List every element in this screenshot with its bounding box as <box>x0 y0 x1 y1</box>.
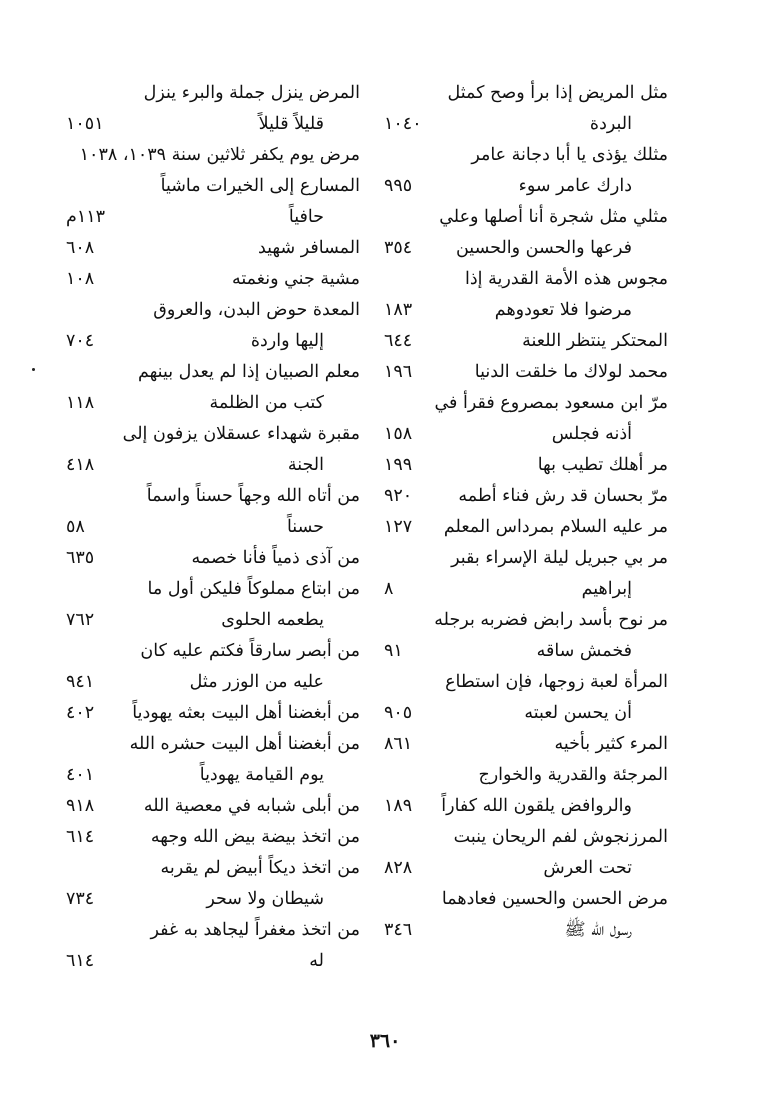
entry-page-number: ٨٦١ <box>384 734 413 754</box>
index-entry <box>66 574 360 636</box>
index-entry <box>384 760 668 822</box>
entry-text-span: من أبغضنا أهل البيت حشره الله <box>129 734 360 754</box>
entry-text <box>384 140 668 171</box>
entry-text-span: مجوس هذه الأمة القدرية إذا <box>465 269 668 289</box>
entry-page-number: ٦٤٤ <box>384 331 413 351</box>
entry-page-number: ٩٩٥ <box>384 176 413 196</box>
entry-text-continuation <box>384 698 668 729</box>
entry-text <box>384 388 668 419</box>
entry-page-number: ٣٥٤ <box>384 238 413 258</box>
entry-page-number: ٨ <box>384 579 394 599</box>
entry-text <box>66 822 360 853</box>
entry-text-span: له <box>309 951 324 971</box>
entry-text-continuation <box>384 853 668 884</box>
index-entry <box>384 884 668 946</box>
entry-page-number: ١٠٤٠ <box>384 114 422 134</box>
index-entry <box>66 636 360 698</box>
entry-page-number: ١٩٦ <box>384 362 413 382</box>
entry-text-span: شيطان ولا سحر <box>206 889 324 909</box>
right-column <box>384 78 668 946</box>
entry-text <box>66 140 360 171</box>
entry-page-number: ١٨٩ <box>384 796 413 816</box>
index-entry <box>66 140 360 171</box>
entry-text-continuation <box>66 946 360 977</box>
index-entry <box>66 853 360 915</box>
entry-text-span: كتب من الظلمة <box>209 393 324 413</box>
entry-page-number: ٧٠٤ <box>66 331 95 351</box>
entry-page-number: ٤٠٢ <box>66 703 95 723</box>
entry-text-continuation <box>384 915 668 946</box>
index-entry <box>66 822 360 853</box>
entry-text-span: من اتخذ ديكاً أبيض لم يقربه <box>160 858 360 878</box>
entry-text-continuation <box>384 419 668 450</box>
entry-text-continuation <box>66 884 360 915</box>
entry-text-span: رسول الله ﷺ <box>564 920 632 940</box>
entry-page-number: ١٢٧ <box>384 517 413 537</box>
entry-text-span: مرّ ابن مسعود بمصروع فقرأ في <box>434 393 668 413</box>
stray-mark <box>32 368 35 371</box>
entry-text-span: مرض يوم يكفر ثلاثين سنة ١٠٣٩، ١٠٣٨ <box>79 145 360 165</box>
index-entry <box>66 729 360 791</box>
entry-text-span: مثلك يؤذى يا أبا دجانة عامر <box>471 145 668 165</box>
entry-text-span: من آذى ذمياً فأنا خصمه <box>191 548 360 568</box>
entry-text-span: مر بي جبريل ليلة الإسراء بقبر <box>451 548 668 568</box>
index-entry <box>384 202 668 264</box>
index-entry <box>384 140 668 202</box>
entry-text-span: من ابتاع مملوكاً فليكن أول ما <box>147 579 360 599</box>
entry-text <box>384 884 668 915</box>
entry-text-continuation <box>384 295 668 326</box>
entry-text <box>66 698 360 729</box>
index-entry <box>66 698 360 729</box>
entry-text <box>384 667 668 698</box>
entry-page-number: ٩١٨ <box>66 796 95 816</box>
entry-text-span: دارك عامر سوء <box>518 176 632 196</box>
entry-page-number: ١١٣م <box>66 207 106 227</box>
entry-text-span: مرضوا فلا تعودوهم <box>494 300 632 320</box>
entry-text <box>66 574 360 605</box>
entry-text <box>66 729 360 760</box>
entry-text-continuation <box>66 202 360 233</box>
entry-text-span: قليلاً قليلاً <box>258 114 324 134</box>
index-entry <box>384 605 668 667</box>
entry-text-span: أذنه فجلس <box>551 424 632 444</box>
entry-text-continuation <box>384 233 668 264</box>
entry-text <box>384 202 668 233</box>
entry-text-span: مرض الحسن والحسين فعادهما <box>441 889 668 909</box>
entry-page-number: ٩٢٠ <box>384 486 413 506</box>
entry-text-span: من اتخذ مغفراً ليجاهد به غفر <box>150 920 360 940</box>
entry-page-number: ١٨٣ <box>384 300 413 320</box>
entry-text-span: معلم الصبيان إذا لم يعدل بينهم <box>137 362 360 382</box>
entry-text <box>384 264 668 295</box>
entry-text-span: حافياً <box>288 207 324 227</box>
entry-text-continuation <box>66 667 360 698</box>
entry-text-span: يطعمه الحلوى <box>221 610 324 630</box>
entry-text <box>384 729 668 760</box>
entry-text-continuation <box>66 388 360 419</box>
entry-text <box>384 760 668 791</box>
entry-text-span: من أبلى شبابه في معصية الله <box>143 796 360 816</box>
entry-text-span: مرّ بحسان قد رش فناء أطمه <box>458 486 668 506</box>
entry-text-span: من اتخذ بيضة بيض الله وجهه <box>150 827 360 847</box>
index-entry <box>384 326 668 357</box>
entry-text <box>66 543 360 574</box>
entry-text <box>384 512 668 543</box>
index-entry <box>384 512 668 543</box>
entry-text <box>384 326 668 357</box>
entry-text-continuation <box>66 109 360 140</box>
entry-text <box>66 791 360 822</box>
entry-text-span: البردة <box>589 114 632 134</box>
entry-text <box>66 915 360 946</box>
index-entry <box>384 78 668 140</box>
index-entry <box>384 729 668 760</box>
entry-text-span: مثلي مثل شجرة أنا أصلها وعلي <box>439 207 668 227</box>
entry-page-number: ١٠٥١ <box>66 114 104 134</box>
entry-text-span: المحتكر ينتظر اللعنة <box>522 331 668 351</box>
index-entry <box>384 450 668 481</box>
entry-page-number: ٦٠٨ <box>66 238 95 258</box>
entry-text-span: من أتاه الله وجهاً حسناً واسماً <box>146 486 360 506</box>
entry-text-continuation <box>384 109 668 140</box>
entry-text-span: تحت العرش <box>543 858 632 878</box>
entry-text-span: مثل المريض إذا برأ وصح كمثل <box>447 83 668 103</box>
index-entry <box>66 791 360 822</box>
entry-page-number: ١١٨ <box>66 393 95 413</box>
entry-text-span: من أبغضنا أهل البيت بعثه يهودياً <box>132 703 360 723</box>
entry-text <box>384 822 668 853</box>
entry-text-span: فخمش ساقه <box>536 641 632 661</box>
entry-text <box>384 605 668 636</box>
entry-page-number: ٧٣٤ <box>66 889 95 909</box>
index-entry <box>384 543 668 605</box>
entry-text-span: المرأة لعبة زوجها، فإن استطاع <box>445 672 668 692</box>
entry-text-span: المرزنجوش لفم الريحان ينبت <box>453 827 668 847</box>
page-number: ٣٦٠ <box>369 1030 401 1052</box>
entry-text-continuation <box>66 760 360 791</box>
entry-page-number: ٤١٨ <box>66 455 95 475</box>
entry-text-span: إبراهيم <box>581 579 632 599</box>
entry-text-span: المسارع إلى الخيرات ماشياً <box>160 176 360 196</box>
entry-page-number: ٤٠١ <box>66 765 95 785</box>
entry-text <box>66 171 360 202</box>
entry-text-span: المرض ينزل جملة والبرء ينزل <box>143 83 360 103</box>
entry-text-span: مشية جني ونغمته <box>231 269 360 289</box>
entry-text-continuation <box>66 450 360 481</box>
entry-text-continuation <box>384 636 668 667</box>
entry-text-continuation <box>384 791 668 822</box>
entry-text-span: محمد لولاك ما خلقت الدنيا <box>474 362 668 382</box>
index-entry <box>66 543 360 574</box>
entry-text-span: المرجئة والقدرية والخوارج <box>478 765 668 785</box>
index-entry <box>384 481 668 512</box>
index-entry <box>384 388 668 450</box>
entry-text-span: مر نوح بأسد رابض فضربه برجله <box>434 610 668 630</box>
entry-text <box>66 853 360 884</box>
entry-text-span: المسافر شهيد <box>257 238 360 258</box>
entry-page-number: ٦١٤ <box>66 827 95 847</box>
index-entry <box>384 667 668 729</box>
entry-page-number: ٦٣٥ <box>66 548 95 568</box>
entry-text <box>66 419 360 450</box>
entry-text-continuation <box>384 171 668 202</box>
entry-text-span: الجنة <box>287 455 324 475</box>
entry-text-span: مقبرة شهداء عسقلان يزفون إلى <box>122 424 360 444</box>
index-entry <box>384 822 668 884</box>
entry-page-number: ٦١٤ <box>66 951 95 971</box>
entry-page-number: ١٥٨ <box>384 424 413 444</box>
entry-page-number: ٩٠٥ <box>384 703 413 723</box>
entry-text-continuation <box>66 605 360 636</box>
entry-page-number: ٩٤١ <box>66 672 95 692</box>
entry-text-span: والروافض يلقون الله كفاراً <box>441 796 632 816</box>
entry-text <box>384 450 668 481</box>
index-entry <box>66 915 360 977</box>
entry-text <box>384 543 668 574</box>
index-entry <box>384 264 668 326</box>
entry-text-continuation <box>66 326 360 357</box>
entry-text <box>384 357 668 388</box>
entry-text <box>66 264 360 295</box>
entry-text-span: المرء كثير بأخيه <box>554 734 668 754</box>
entry-text-span: إليها واردة <box>250 331 324 351</box>
entry-text <box>66 295 360 326</box>
index-entry <box>66 171 360 233</box>
index-entry <box>66 264 360 295</box>
index-entry <box>66 419 360 481</box>
entry-text-span: أن يحسن لعبته <box>524 703 632 723</box>
entry-text <box>384 78 668 109</box>
entry-text-span: فرعها والحسن والحسين <box>455 238 632 258</box>
index-entry <box>66 357 360 419</box>
index-entry <box>66 481 360 543</box>
index-entry <box>384 357 668 388</box>
entry-text-span: عليه من الوزر مثل <box>189 672 324 692</box>
entry-text <box>66 481 360 512</box>
entry-page-number: ١٠٨ <box>66 269 95 289</box>
entry-text-continuation <box>66 512 360 543</box>
entry-page-number: ٩١ <box>384 641 403 661</box>
entry-text-span: مر أهلك تطيب بها <box>537 455 668 475</box>
entry-page-number: ٨٢٨ <box>384 858 413 878</box>
entry-text <box>384 481 668 512</box>
entry-page-number: ٧٦٢ <box>66 610 95 630</box>
entry-text-span: يوم القيامة يهودياً <box>199 765 324 785</box>
entry-page-number: ١٩٩ <box>384 455 413 475</box>
left-column <box>66 78 360 977</box>
entry-page-number: ٥٨ <box>66 517 85 537</box>
entry-page-number: ٣٤٦ <box>384 920 413 940</box>
index-entry <box>66 78 360 140</box>
entry-text-continuation <box>384 574 668 605</box>
entry-text <box>66 233 360 264</box>
entry-text-span: المعدة حوض البدن، والعروق <box>153 300 360 320</box>
entry-text-span: مر عليه السلام بمرداس المعلم <box>443 517 668 537</box>
entry-text <box>66 357 360 388</box>
entry-text <box>66 78 360 109</box>
index-entry <box>66 295 360 357</box>
entry-text-span: حسناً <box>286 517 324 537</box>
entry-text-span: من أبصر سارقاً فكتم عليه كان <box>140 641 360 661</box>
index-entry <box>66 233 360 264</box>
entry-text <box>66 636 360 667</box>
